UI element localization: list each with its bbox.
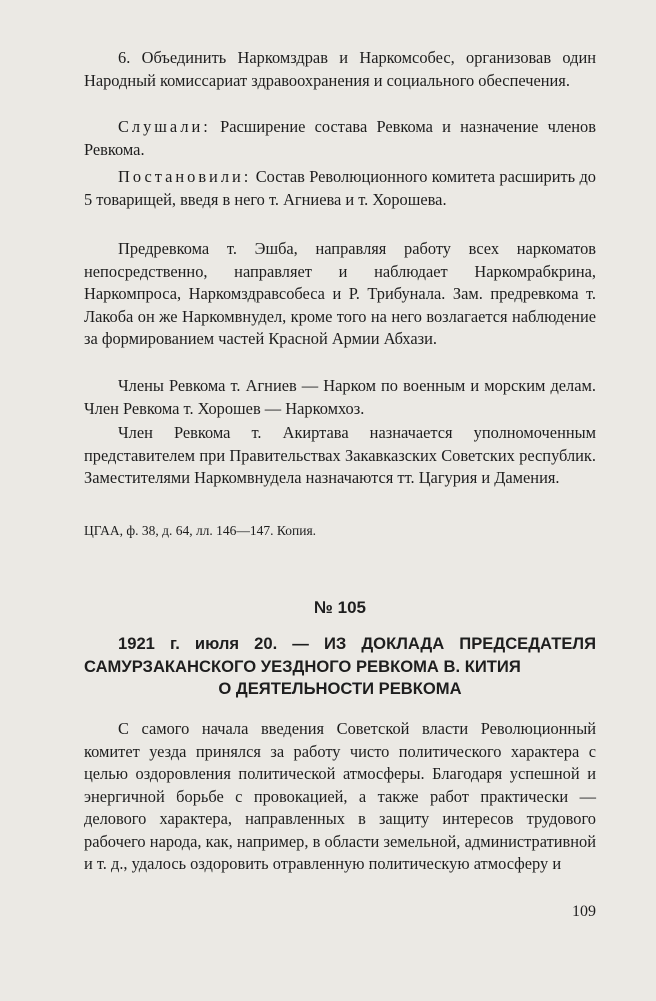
source-citation: ЦГАА, ф. 38, д. 64, лл. 146—147. Копия. [84, 523, 317, 538]
archive-source [84, 522, 596, 540]
resolved-label: Постановили: [118, 167, 252, 186]
heard-text: Расширение состава Ревкома и назначение членов Ревкома. [84, 117, 596, 159]
paragraph-resolved [84, 166, 596, 211]
page-number: 109 [572, 903, 596, 920]
paragraph-members: Члены Ревкома т. Агниев — Нарком по военным и морским делам. Член Ревкома т. Хорошев — Наркомхоз. [84, 376, 596, 418]
heard-label: Слушали: [118, 117, 211, 136]
members-duties [84, 375, 596, 420]
report-body [84, 718, 596, 876]
paragraph-item-6: 6. Объединить Наркомздрав и Наркомсобес, организовав один Народный комиссариат здравоохранения и социального обеспечения. [84, 48, 596, 90]
document-number: № 105 [313, 598, 367, 617]
paragraph-report: С самого начала введения Советской власти Революционный комитет уезда принялся за работу чисто политического характера с целью оздоровления политической атмосферы. Благодаря успешной и энергичной борьбе с провокацией, а также работ практически — делового характера, направленных в защиту интересов трудового рабочего народа, как, например, в области земельной, административной и т. д., удалось оздоровить отравленную политическую атмосферу и [84, 719, 596, 873]
resolved-section [84, 166, 596, 211]
paragraph-representative: Член Ревкома т. Акиртава назначается уполномоченным представителем при Правительствах Закавказских Советских республик. Заместителями Наркомвнудела назначаются тт. Цагурия и Дамения. [84, 423, 596, 487]
representative-duties [84, 422, 596, 490]
chairman-duties [84, 238, 596, 351]
paragraph-heard [84, 116, 596, 161]
heading-subtitle: О ДЕЯТЕЛЬНОСТИ РЕВКОМА [218, 679, 462, 698]
resolved-text: Состав Революционного комитета расширить до 5 товарищей, введя в него т. Агниева и т. Хорошева. [84, 167, 596, 209]
resolution-item-6 [84, 47, 596, 92]
heading-title: 1921 г. июля 20. — ИЗ ДОКЛАДА ПРЕДСЕДАТЕЛЯ САМУРЗАКАНСКОГО УЕЗДНОГО РЕВКОМА В. КИТИЯ [84, 634, 596, 676]
heard-section [84, 116, 596, 161]
paragraph-chairman: Предревкома т. Эшба, направляя работу всех наркоматов непосредственно, направляет и наблюдает Наркомрабкрина, Наркомпроса, Наркомздравсобеса и Р. Трибунала. Зам. предревкома т. Лакоба он же Наркомвнудел, кроме того на него возлагается наблюдение за формированием частей Красной Армии Абхази. [84, 239, 596, 348]
document-heading [84, 633, 596, 701]
